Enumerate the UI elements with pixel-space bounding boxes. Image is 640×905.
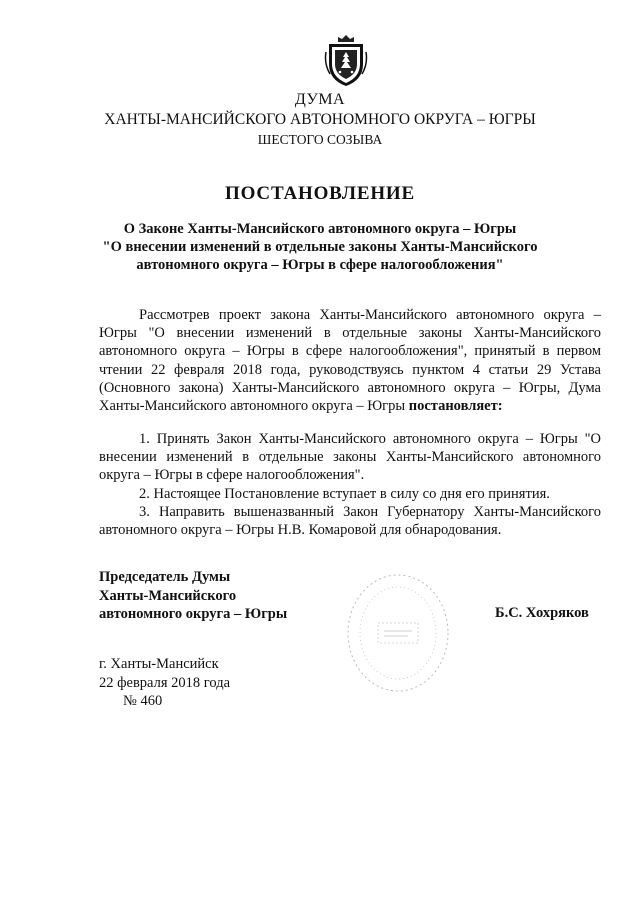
signatory-position-line: автономного округа – Югры xyxy=(99,606,288,622)
signatory-position-line: Председатель Думы xyxy=(99,569,231,585)
organization-convocation: ШЕСТОГО СОЗЫВА xyxy=(257,132,383,147)
document-date: 22 февраля 2018 года xyxy=(99,674,231,691)
organization-region: ХАНТЫ-МАНСИЙСКОГО АВТОНОМНОГО ОКРУГА – ЮГРЫ xyxy=(104,111,536,128)
signatory-position-line: Ханты-Мансийского xyxy=(99,587,237,604)
coat-of-arms-icon xyxy=(324,34,368,88)
subject-line: О Законе Ханты-Мансийского автономного округа – Югры xyxy=(123,221,517,237)
document-place: г. Ханты-Мансийск xyxy=(99,656,219,672)
document-subject xyxy=(0,220,640,274)
subject-line: "О внесении изменений в отдельные законы Ханты-Мансийского xyxy=(102,239,538,255)
signatory-position xyxy=(99,568,287,624)
resolution-item: 3. Направить вышеназванный Закон Губернатору Ханты-Мансийского автономного округа – Югры Н.В. Комаровой для обнародования. xyxy=(99,503,601,539)
subject-line: автономного округа – Югры в сфере налогообложения" xyxy=(136,257,504,273)
document-footer xyxy=(99,655,230,711)
signatory-name: Б.С. Хохряков xyxy=(495,605,589,621)
coat-of-arms-emblem xyxy=(324,34,368,88)
preamble-paragraph xyxy=(99,306,601,415)
resolves-keyword: постановляет: xyxy=(408,398,503,415)
document-title: ПОСТАНОВЛЕНИЕ xyxy=(225,183,415,204)
resolution-item: 2. Настоящее Постановление вступает в силу со дня его принятия. xyxy=(139,485,550,502)
resolution-items xyxy=(99,430,601,539)
resolution-item: 1. Принять Закон Ханты-Мансийского автономного округа – Югры "О внесении изменений в отдельные законы Ханты-Мансийского автономного округа – Югры в сфере налогообложения". xyxy=(99,431,601,484)
stamp-icon xyxy=(344,571,452,695)
official-stamp xyxy=(344,571,452,695)
organization-name: ДУМА xyxy=(294,91,346,108)
preamble-text: Рассмотрев проект закона Ханты-Мансийского автономного округа – Югры "О внесении изменений в отдельные законы Ханты-Мансийского автономного округа – Югры в сфере налогообложения", принятый в первом чтении 22 февраля 2018 года, руководствуясь пунктом 4 статьи 29 Устава (Основного закона) Ханты-Мансийского автономного округа – Югры, Дума Ханты-Мансийского автономного округа – Югры xyxy=(99,307,601,415)
document-number: № 460 xyxy=(123,693,163,709)
